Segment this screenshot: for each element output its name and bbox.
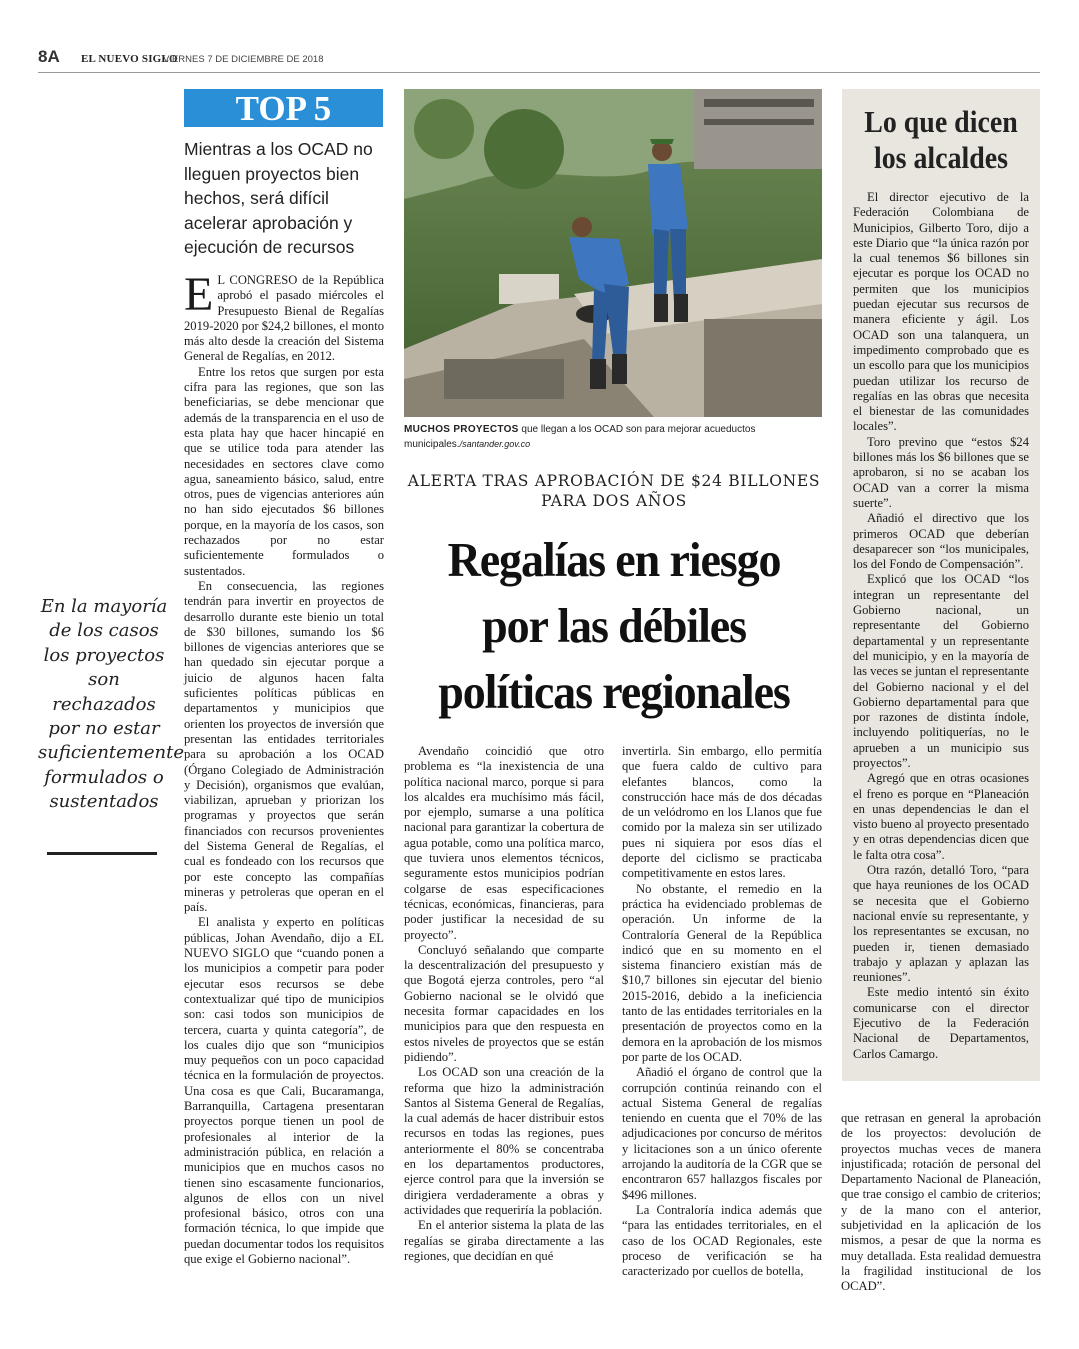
paragraph: Explicó que los OCAD “los integran un representante del Gobierno nacional, un representante del Gobierno departamental y un representante del municipio, y en la mayoría de las veces se juntan el representante del Gobierno nacional y el del Gobierno departamental para que por razones de distinta índole, incluyendo politiquerías, no le aprueben a un municipio sus proyectos”. — [853, 572, 1029, 770]
paragraph: Este medio intentó sin éxito comunicarse con el director Ejecutivo de la Federación Nacional de Departamentos, Carlos Camargo. — [853, 985, 1029, 1061]
kicker: ALERTA TRAS APROBACIÓN DE $24 BILLONES PARA DOS AÑOS — [407, 472, 821, 510]
caption-text: que llegan a los OCAD son para mejorar acueductos municipales. — [404, 424, 756, 450]
top5-label: TOP 5 — [184, 89, 383, 127]
paragraph: Añadió el directivo que los primeros OCAD que deberían desaparecer son “los municipales, los del Fondo de Compensación”. — [853, 511, 1029, 572]
sidebar-title: Lo que dicen los alcaldes — [864, 104, 1018, 175]
paragraph: En consecuencia, las regiones tendrán para invertir en proyectos de desarrollo durante este bienio un total de $30 billones, sumando los $6 billones de vigencias anteriores que se han quedado sin ejecutar porque a juicio de algunos hacen falta suficientes políticas públicas en departamentos y municipios que orienten los proyectos de inversión que presentan las entidades territoriales para su aprobación a los OCAD (Órgano Colegiado de Administración y Decisión), organismos que evalúan, viabilizan, aprueban y priorizan los programas y proyectos que serán financiados con recursos provenientes del Sistema General de Regalías, el cual es fondeado con los recursos que por este concepto las compañías mineras y petroleras que operan en el país. — [184, 578, 384, 915]
paragraph: En el anterior sistema la plata de las regalías se giraba directamente a las regiones, que decidían en qué — [404, 1218, 604, 1263]
photo-credit: /santander.gov.co — [459, 439, 531, 449]
paragraph: Agregó que en otras ocasiones el freno es porque en “Planeación en unas dependencias le dan el visto bueno al proyecto presentado y en otras dependencias dicen que le falta otra cosa”. — [853, 771, 1029, 862]
article-column-2 — [404, 744, 604, 1264]
article-deck: Mientras a los OCAD no lleguen proyectos bien hechos, será difícil acelerar aprobación y ejecución de recursos — [184, 139, 373, 257]
newspaper-name: EL NUEVO SIGLO — [81, 53, 178, 65]
paragraph: Entre los retos que surgen por esta cifra para las regiones, que son las beneficiarias, se debe mencionar que además de la transparencia en el uso de esta plata hay que hacer hincapié en que se utilice toda para atender las necesidades en sectores clave como agua, saneamiento básico, salud, entre otros, pues de vigencias anteriores aún no han sido ejecutados $6 billones porque, en la mayoría de los casos, son rechazados por no estar suficientemente formulados o sustentados. — [184, 364, 384, 578]
paragraph: que retrasan en general la aprobación de los proyectos: devolución de proyectos muchas veces de manera injustificada; rotación de personal del Departamento Nacional de Planeación, que trae consigo el cambio de criterios; y de la mano con el anterior, subjetividad en la aplicación de los mismos, a pesar de que la norma es muy detallada. Esta realidad demuestra la fragilidad institucional de los OCAD”. — [841, 1111, 1041, 1294]
lead-paragraph: E L CONGRESO de la República aprobó el pasado miércoles el Presupuesto Bienal de Regalías 2019-2020 por $24,2 billones, el monto más alto desde la creación del Sistema General de Regalías, en 2012. — [184, 268, 384, 364]
article-column-4 — [841, 1111, 1041, 1295]
drop-cap: E — [184, 268, 214, 321]
paragraph: El director ejecutivo de la Federación Colombiana de Municipios, Gilberto Toro, dijo a este Diario que “la única razón por la cual tenemos $6 billones sin ejecutar es porque los OCAD no permiten que los municipios puedan ejecutar sus recursos de manera eficiente y ágil. Los OCAD son una talanquera, un impedimento comprobado que es un escollo para que los municipios puedan utilizar los recurso de regalías en las obras que necesita el bienestar de las comunidades locales”. — [853, 190, 1029, 434]
article-column-3 — [622, 744, 822, 1279]
article-photo — [404, 89, 822, 417]
pull-quote: En la mayoría de los casos los proyectos son rechazados por no estar suficientemente formulados o sustentados — [38, 596, 185, 813]
paragraph: Concluyó señalando que comparte la descentralización del presupuesto y que Bogotá ejerza controles, pero “al Gobierno nacional se le olvidó que necesita formar capacidades en los municipios para que den respuesta en estos niveles de proyectos que se están pidiendo”. — [404, 942, 604, 1064]
page-number: 8A — [38, 47, 60, 66]
paragraph: invertirla. Sin embargo, ello permitía que fuera caldo de cultivo para elefantes blancos, como la construcción hace más de dos décadas de un velódromo en los Llanos que fue comido por la maleza sin ser utilizado pues ni siquiera por esos días el deporte del ciclismo se practicaba competitivamente en estos lares. — [622, 744, 822, 881]
paragraph: Avendaño coincidió que otro problema es “la inexistencia de una política nacional marco, porque si para los alcaldes era muchísimo más fácil, por ejemplo, sumarse a una política nacional para garantizar la cobertura de agua potable, como una política marco, que tuviera unos elementos técnicos, seguramente estos municipios podrían colgarse de esas especificaciones técnicas, económicas, financieras, para poder justificar la necesidad de su proyecto”. — [404, 744, 604, 942]
header-divider — [38, 72, 1040, 73]
paragraph: No obstante, el remedio en la práctica ha evidenciado problemas de operación. Un informe de la Contraloría General de la República indicó que en su momento en el sistema financiero existían más de $10,7 billones sin ejecutar del bienio 2015-2016, debido a la ineficiencia tanto de las entidades territoriales en la presentación de proyectos como en la demora en la aprobación de los mismos por parte de los OCAD. — [622, 881, 822, 1064]
paragraph: Los OCAD son una creación de la reforma que hizo la administración Santos al Sistema General de Regalías, la cual además de hacer distribuir estos recursos en todas las regiones, pues anteriormente el 80% se concentraba en los departamentos productores, ejerce control para que la inversión se dirigiera verdaderamente a obras y actividades que requeriría la población. — [404, 1065, 604, 1217]
headline: Regalías en riesgo por las débiles políticas regionales — [438, 532, 790, 719]
article-column-1 — [184, 268, 384, 1267]
photo-caption — [404, 423, 824, 452]
issue-date: VIERNES 7 DE DICIEMBRE DE 2018 — [163, 54, 324, 65]
paragraph: La Contraloría indica además que “para las entidades territoriales, en el caso de los OCAD Regionales, este proceso de verificación se ha caracterizado por cuellos de botella, — [622, 1202, 822, 1279]
paragraph: Toro previno que “estos $24 billones más los $6 billones que se aprobaron, si no se acaban los OCAD van a correr la misma suerte”. — [853, 434, 1029, 510]
paragraph: Añadió el órgano de control que la corrupción continúa reinando con el actual Sistema General de regalías teniendo en cuenta que el 70% de las adjudicaciones por concurso de méritos y licitaciones son a un único oferente arrojando la auditoría de la CGR que se encontraron 657 hallazgos fiscales por $496 millones. — [622, 1065, 822, 1202]
caption-lead: MUCHOS PROYECTOS — [404, 424, 519, 435]
pull-quote-rule — [47, 852, 157, 855]
paragraph: El analista y experto en políticas públicas, Johan Avendaño, dijo a EL NUEVO SIGLO que “cuando ponen a los municipios a competir para poder ejecutar esos recursos se debe contextualizar qué tipo de municipios son: casi todos son municipios de tercera, cuarta y quinta categoría”, de los cuales dijo que son “municipios muy pequeños con un poco capacidad técnica en la formulación de proyectos. Una cosa es que Cali, Bucaramanga, Barranquilla, Cartagena presentaran proyectos porque tienen un pool de profesionales al interior de la administración pública, en relación a municipios que en muchos casos no tienen sino escasamente funcionarios, algunos de ellos con un nivel profesional básico, otros con una formación técnica, lo que impide que puedan documentar todos los requisitos que exige el Gobierno nacional”. — [184, 915, 384, 1266]
sidebar-body — [853, 190, 1029, 1062]
paragraph: Otra razón, detalló Toro, “para que haya reuniones de los OCAD se necesita que el Gobierno nacional envíe su representante, y los representantes se excusan, no pueden ir, tienen demasiado trabajo y aplazan y aplazan las reuniones”. — [853, 863, 1029, 985]
workers-on-water-tank-image — [404, 89, 822, 417]
